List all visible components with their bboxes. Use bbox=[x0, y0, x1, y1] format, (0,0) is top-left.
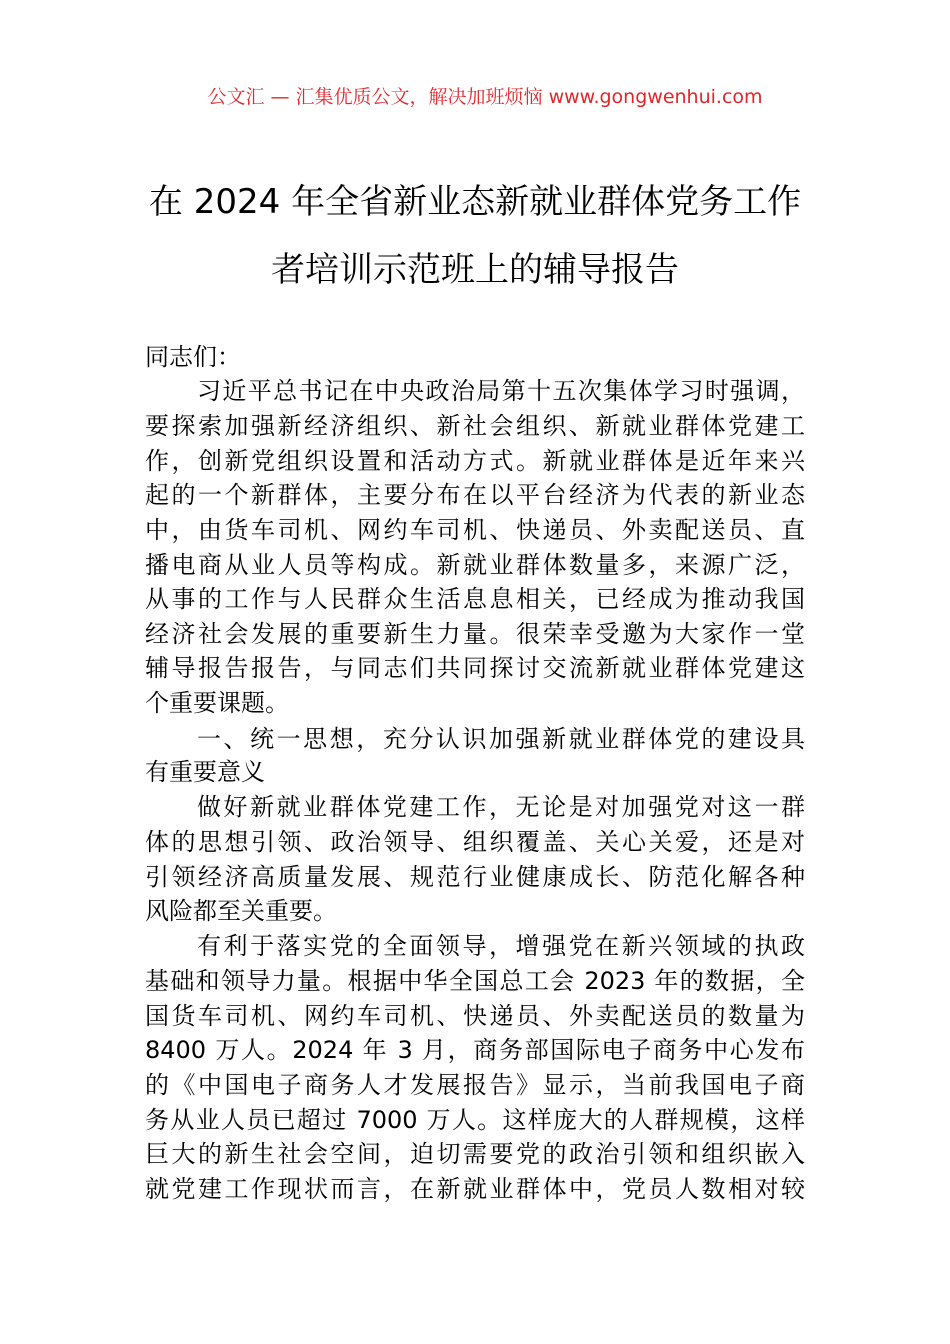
body-text-line: 8400 万人。2024 年 3 月，商务部国际电子商务中心发布 bbox=[145, 1036, 805, 1064]
body-text-line: 务从业人员已超过 7000 万人。这样庞大的人群规模，这样 bbox=[145, 1106, 805, 1134]
watermark-header: 公文汇 — 汇集优质公文，解决加班烦恼 www.gongwenhui.com bbox=[207, 86, 763, 108]
body-text-line: 作，创新党组织设置和活动方式。新就业群体是近年来兴 bbox=[145, 447, 805, 475]
body-text-line: 习近平总书记在中央政治局第十五次集体学习时强调， bbox=[197, 377, 805, 405]
document-title-line-1: 在 2024 年全省新业态新就业群体党务工作 bbox=[148, 182, 802, 222]
body-text-line: 有利于落实党的全面领导，增强党在新兴领域的执政 bbox=[197, 932, 805, 960]
document-title-line-2: 者培训示范班上的辅导报告 bbox=[271, 250, 679, 290]
body-text-line: 起的一个新群体，主要分布在以平台经济为代表的新业态 bbox=[145, 481, 805, 509]
section-heading-line: 有重要意义 bbox=[145, 758, 265, 786]
body-text-line: 个重要课题。 bbox=[145, 689, 289, 717]
body-text-line: 风险都至关重要。 bbox=[145, 897, 337, 925]
body-text-line: 做好新就业群体党建工作，无论是对加强党对这一群 bbox=[197, 793, 805, 821]
salutation: 同志们： bbox=[145, 343, 241, 371]
body-text-line: 辅导报告报告，与同志们共同探讨交流新就业群体党建这 bbox=[145, 654, 805, 682]
body-text-line: 的《中国电子商务人才发展报告》显示，当前我国电子商 bbox=[145, 1071, 805, 1099]
body-text-line: 巨大的新生社会空间，迫切需要党的政治引领和组织嵌入 bbox=[145, 1140, 805, 1168]
body-text-line: 播电商从业人员等构成。新就业群体数量多，来源广泛， bbox=[145, 551, 805, 579]
section-heading-line: 一、统一思想，充分认识加强新就业群体党的建设具 bbox=[197, 725, 805, 753]
body-text-line: 中，由货车司机、网约车司机、快递员、外卖配送员、直 bbox=[145, 516, 805, 544]
body-text-line: 国货车司机、网约车司机、快递员、外卖配送员的数量为 bbox=[145, 1002, 805, 1030]
body-text-line: 经济社会发展的重要新生力量。很荣幸受邀为大家作一堂 bbox=[145, 620, 805, 648]
body-text-line: 引领经济高质量发展、规范行业健康成长、防范化解各种 bbox=[145, 863, 805, 891]
body-text-line: 体的思想引领、政治领导、组织覆盖、关心关爱，还是对 bbox=[145, 828, 805, 856]
body-text-line: 从事的工作与人民群众生活息息相关，已经成为推动我国 bbox=[145, 585, 805, 613]
body-text-line: 就党建工作现状而言，在新就业群体中，党员人数相对较 bbox=[145, 1175, 805, 1203]
body-text-line: 要探索加强新经济组织、新社会组织、新就业群体党建工 bbox=[145, 412, 805, 440]
body-text-line: 基础和领导力量。根据中华全国总工会 2023 年的数据，全 bbox=[145, 967, 805, 995]
